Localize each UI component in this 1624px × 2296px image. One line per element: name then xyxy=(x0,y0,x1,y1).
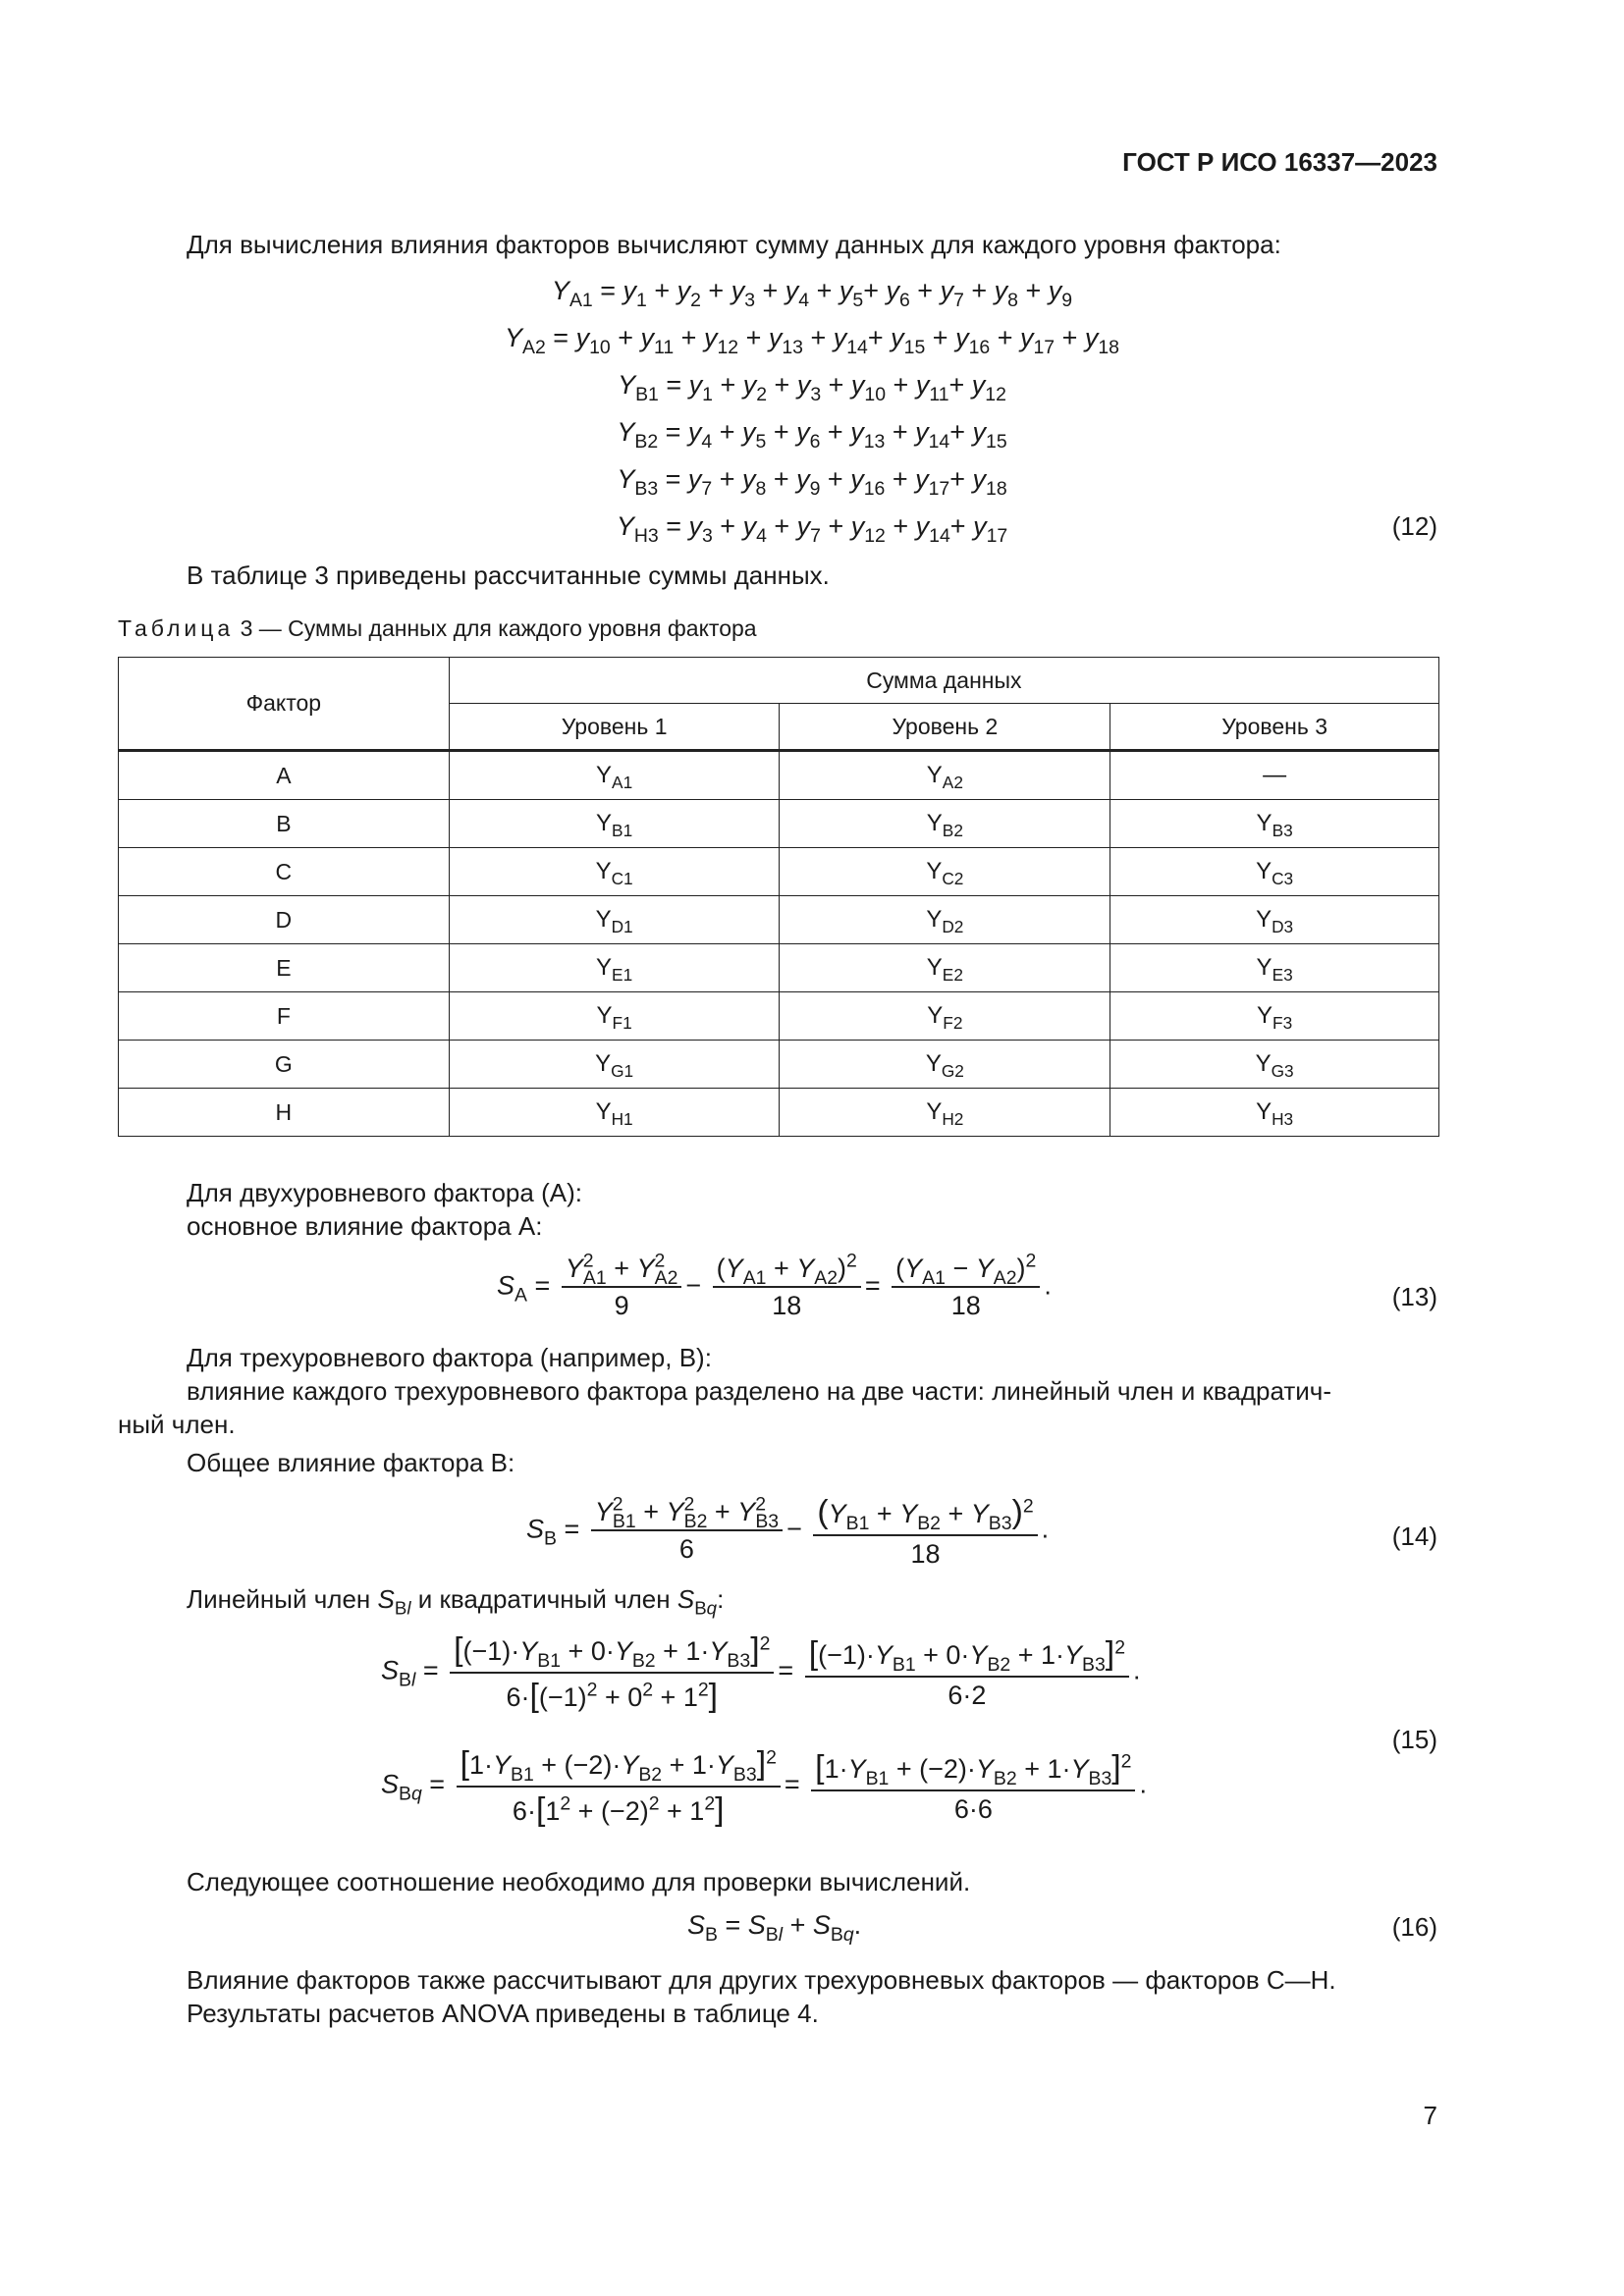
table-row xyxy=(119,1089,1439,1137)
factor-cell: G xyxy=(119,1041,450,1089)
text-main-effect: основное влияние фактора A: xyxy=(187,1211,543,1241)
eq13-number: (13) xyxy=(1391,1282,1437,1311)
equation-15-quadratic: $S_{Bq}$ = $\frac{[1\cdot Y_{B1} + (-2)\cdot Y_{B2} + 1\cdot Y_{B3}]^2}{6\cdot[1^2 + (-2)^2 + 1^2]}$ = $\frac{[1\cdot Y_{B1} + (-2)\cdot Y_{B2} + 1\cdot Y_{B3}]^2}{6\cdot 6}$ . xyxy=(381,1744,1147,1828)
sum-cell: $Y_{G3}$ xyxy=(1110,1041,1439,1089)
sum-cell: $Y_{E1}$ xyxy=(449,944,780,992)
table-row xyxy=(119,1041,1439,1089)
sum-cell: $Y_{F3}$ xyxy=(1110,992,1439,1041)
sum-cell: $Y_{B3}$ xyxy=(1110,800,1439,848)
table-row xyxy=(119,944,1439,992)
text-final-line-2: Результаты расчетов ANOVA приведены в таблице 4. xyxy=(187,1999,819,2028)
text-linear-quadratic: Линейный член $S_{Bl}$ и квадратичный член $S_{Bq}$: xyxy=(187,1584,725,1619)
text-two-level: Для двухуровневого фактора (A): xyxy=(187,1178,582,1207)
header-sum: Сумма данных xyxy=(449,658,1438,704)
sum-cell: $Y_{E2}$ xyxy=(780,944,1110,992)
table-caption xyxy=(118,615,757,642)
factor-cell: E xyxy=(119,944,450,992)
header-level-1: Уровень 1 xyxy=(449,704,780,751)
factor-cell: B xyxy=(119,800,450,848)
sum-cell: $Y_{F1}$ xyxy=(449,992,780,1041)
equation-14: $S_B$ = $\frac{Y^2_{B1} + Y^2_{B2} + Y^2_{B3}}{6}$ − $\frac{(Y_{B1} + Y_{B2} + Y_{B3})^2}{18}$ . xyxy=(526,1493,1050,1569)
factor-cell: F xyxy=(119,992,450,1041)
text-final-line-1: Влияние факторов также рассчитывают для других трехуровневых факторов — факторов C—H. xyxy=(187,1965,1336,1995)
equation-15-linear: $S_{Bl}$ = $\frac{[(-1)\cdot Y_{B1} + 0\cdot Y_{B2} + 1\cdot Y_{B3}]^2}{6\cdot[(-1)^2 + 0^2 + 1^2]}$ = $\frac{[(-1)\cdot Y_{B1} + 0\cdot Y_{B2} + 1\cdot Y_{B3}]^2}{6\cdot 2}$ . xyxy=(381,1630,1141,1714)
sum-cell: $Y_{C3}$ xyxy=(1110,848,1439,896)
text-three-level: Для трехуровневого фактора (например, B): xyxy=(187,1343,712,1372)
table-caption-prefix: Таблица xyxy=(118,615,235,641)
table-intro-text: В таблице 3 приведены рассчитанные суммы данных. xyxy=(187,561,830,590)
text-split-line-1: влияние каждого трехуровневого фактора разделено на две части: линейный член и квадратич- xyxy=(187,1376,1331,1406)
sum-cell: $Y_{G2}$ xyxy=(780,1041,1110,1089)
equation-13: $S_A$ = $\frac{Y^2_{A1} + Y^2_{A2}}{9}$ − $\frac{(Y_{A1} + Y_{A2})^2}{18}$ = $\frac{(Y_{A1} - Y_{A2})^2}{18}$ . xyxy=(497,1250,1052,1321)
sum-cell: $Y_{F2}$ xyxy=(780,992,1110,1041)
sum-cell: $Y_{D3}$ xyxy=(1110,896,1439,944)
sum-cell: $Y_{E3}$ xyxy=(1110,944,1439,992)
sum-cell: $Y_{H2}$ xyxy=(780,1089,1110,1137)
text-split-line-2: ный член. xyxy=(118,1410,236,1439)
page-number: 7 xyxy=(1423,2101,1437,2130)
sum-cell: $Y_{H1}$ xyxy=(449,1089,780,1137)
sum-cell: $Y_{G1}$ xyxy=(449,1041,780,1089)
document-header: ГОСТ Р ИСО 16337—2023 xyxy=(1122,147,1437,177)
table-row xyxy=(119,751,1439,800)
sum-cell: $Y_{C2}$ xyxy=(780,848,1110,896)
sum-cell: $Y_{A1}$ xyxy=(449,751,780,800)
sum-cell: $Y_{B2}$ xyxy=(780,800,1110,848)
text-linear-mid: и квадратичный член xyxy=(410,1584,677,1614)
factor-cell: H xyxy=(119,1089,450,1137)
text-linear-end: : xyxy=(717,1584,725,1614)
intro-text: Для вычисления влияния факторов вычисляют сумму данных для каждого уровня фактора: xyxy=(187,230,1281,259)
table-row xyxy=(119,848,1439,896)
header-level-2: Уровень 2 xyxy=(780,704,1110,751)
header-factor: Фактор xyxy=(119,658,450,751)
text-total-b: Общее влияние фактора B: xyxy=(187,1448,515,1477)
sum-cell: $Y_{H3}$ xyxy=(1110,1089,1439,1137)
factor-cell: A xyxy=(119,751,450,800)
header-level-3: Уровень 3 xyxy=(1110,704,1439,751)
sum-cell: $Y_{C1}$ xyxy=(449,848,780,896)
factor-cell: C xyxy=(119,848,450,896)
table-row xyxy=(119,992,1439,1041)
factor-cell: D xyxy=(119,896,450,944)
sums-table xyxy=(118,657,1439,1137)
table-caption-rest: 3 — Суммы данных для каждого уровня фактора xyxy=(234,615,757,641)
table-row xyxy=(119,896,1439,944)
eq12-number: (12) xyxy=(1391,511,1437,541)
sum-cell: — xyxy=(1110,751,1439,800)
text-linear-prefix: Линейный член xyxy=(187,1584,378,1614)
sum-cell: $Y_{A2}$ xyxy=(780,751,1110,800)
text-check: Следующее соотношение необходимо для проверки вычислений. xyxy=(187,1867,971,1896)
eq15-number: (15) xyxy=(1391,1725,1437,1754)
equation-16: $S_B = S_{Bl} + S_{Bq}$. xyxy=(687,1910,862,1946)
sum-cell: $Y_{D2}$ xyxy=(780,896,1110,944)
sum-cell: $Y_{D1}$ xyxy=(449,896,780,944)
eq16-number: (16) xyxy=(1391,1912,1437,1942)
eq14-number: (14) xyxy=(1391,1522,1437,1551)
sum-cell: $Y_{B1}$ xyxy=(449,800,780,848)
table-row xyxy=(119,800,1439,848)
